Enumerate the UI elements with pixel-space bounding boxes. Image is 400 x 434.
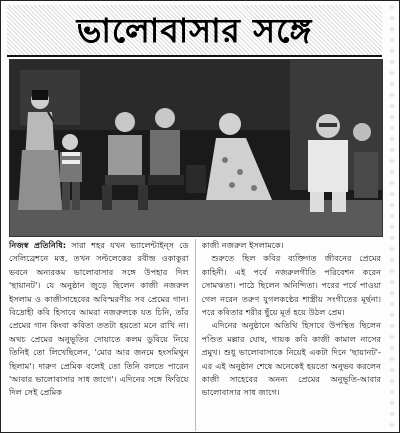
headline: ভালোবাসার সঙ্গে — [76, 10, 313, 50]
column-divider — [195, 239, 196, 431]
article-paragraph: শুরুতে ছিল কবির ব্যক্তিগত জীবনের প্রেমের কাহিনী। এই পর্বে নজরুলগীতি পরিবেশন করেন সোমঋতা। পাঠে ছিলেন অনিন্দিতা। পরের পর্বে পাওয়া গেল নরেন তরুণ যুগলকণ্ঠের শাস্ত্রীয় সংগীতের মূর্ছনা। পরে কবিতার শরীর ছুঁয়ে মূর্ত হয়ে উঠল প্রেম। — [201, 253, 382, 318]
perforated-edge — [385, 1, 399, 434]
article-column-left — [9, 239, 189, 431]
byline: নিজস্ব প্রতিনিধি: — [9, 240, 67, 250]
article-paragraph: সারা শহর যখন ভ্যালেন্টাইন্‌স ডে সেলিব্রেশনে মত্ত, তখন সল্টলেকের রবীন্দ্র ওকাকুরা ভবনে অন্যরকম ভালোবাসার সঙ্গে উপহার দিল 'ছায়ানট'। যে অনুষ্ঠান জুড়ে ছিলেন কাজী নজরুল ইসলাম ও কাজীসাহেবের অবিস্মরণীয় সব প্রেমের গান। বিদ্রোহী কবি হিসাবে আমরা নজরুলকে যত চিনি, তাঁর প্রেমের গান কিংবা কবিতা ততটা হয়তো মনে রাখি না। অথচ প্রেমের অনুভূতির দোয়াতে কলম ডুবিয়ে নিয়ে তিনিই তো লিখেছিলেন, 'মোর আর জনমে হংসমিথুন ছিলাম'। দারুণ প্রেমিক বলেই তো তিনি বলতে পারেন 'আবার ভালোবাসার সাধ জাগে'। এদিনের সঙ্গে ফিরিয়ে দিল সেই প্রেমিক — [9, 240, 189, 398]
event-photo — [9, 59, 383, 237]
article-paragraph: কাজী নজরুল ইসলামকে। — [201, 240, 284, 250]
headline-banner — [7, 5, 382, 57]
article-body — [9, 239, 381, 431]
instrument — [354, 152, 378, 198]
chair — [186, 165, 206, 193]
article-paragraph: এদিনের অনুষ্ঠানে অতিথি হিসাবে উপস্থিত ছিলেন পণ্ডিত মল্লার ঘোষ, গায়ক কবি কাজী কামাল নাসের প্রমুখ। শুধু ভালোবাসাকে নিয়েই একটা দিনে 'ছায়ানট'-এর এই অনুষ্ঠান শেষে অনেকেই হয়তো অনুভব করলেন কাজী সাহেবের অনন্য প্রেমের অনুভূতি-আবার ভালোবাসার সাধ জাগে। — [201, 320, 382, 398]
article-column-right — [202, 239, 382, 431]
